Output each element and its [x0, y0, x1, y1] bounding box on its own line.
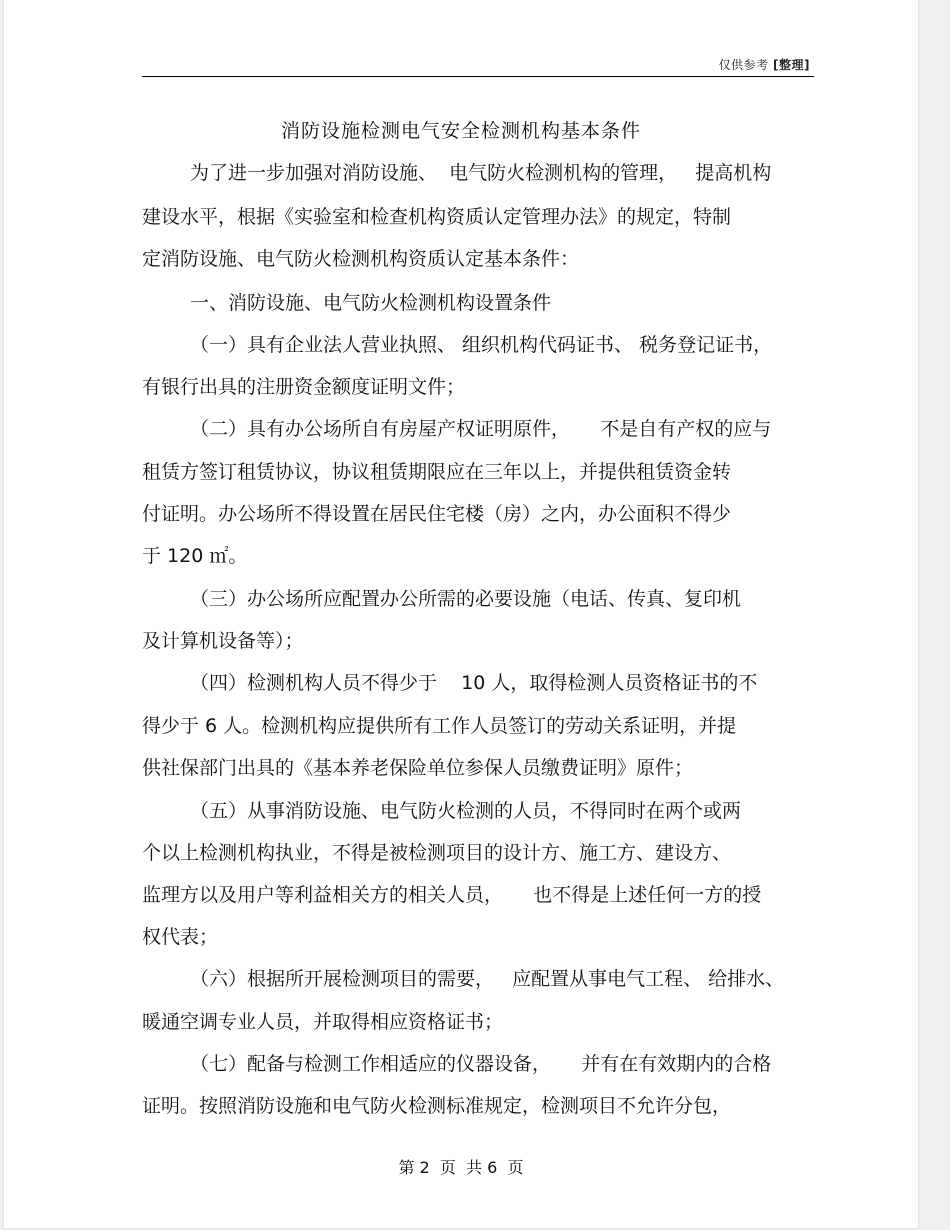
header-bracket: [整理] [773, 58, 810, 72]
header-divider [142, 76, 814, 77]
text-line: 于 120 ㎡。 [142, 545, 248, 567]
text-line: （二）具有办公场所自有房屋产权证明原件， 不是自有产权的应与 [190, 418, 772, 440]
text-line: 供社保部门出具的《基本养老保险单位参保人员缴费证明》原件； [142, 757, 694, 779]
page-number: 第 2 页 共 6 页 [398, 1158, 524, 1177]
header-note [719, 56, 810, 73]
text-line: 权代表； [142, 926, 219, 948]
text-line: （六）根据所开展检测项目的需要， 应配置从事电气工程、 给排水、 [190, 968, 785, 990]
text-line: （四）检测机构人员不得少于 10 人，取得检测人员资格证书的不 [190, 672, 758, 694]
text-line: 一、消防设施、电气防火检测机构设置条件 [190, 292, 552, 314]
text-line: 暖通空调专业人员，并取得相应资格证书； [142, 1011, 504, 1033]
document-page [4, 0, 918, 1228]
text-line: 付证明。办公场所不得设置在居民住宅楼（房）之内，办公面积不得少 [142, 503, 732, 525]
text-line: 为了进一步加强对消防设施、 电气防火检测机构的管理， 提高机构 [190, 162, 772, 184]
text-line: （七）配备与检测工作相适应的仪器设备， 并有在有效期内的合格 [190, 1053, 772, 1075]
text-line: 建设水平，根据《实验室和检查机构资质认定管理办法》的规定，特制 [142, 206, 732, 228]
text-line: 及计算机设备等）； [142, 630, 304, 652]
text-line: 证明。按照消防设施和电气防火检测标准规定，检测项目不允许分包， [142, 1095, 732, 1117]
text-line: （五）从事消防设施、电气防火检测的人员，不得同时在两个或两 [190, 800, 742, 822]
text-line: 得少于 6 人。检测机构应提供所有工作人员签订的劳动关系证明，并提 [142, 715, 737, 737]
text-line: 租赁方签订租赁协议，协议租赁期限应在三年以上，并提供租赁资金转 [142, 461, 732, 483]
text-line: 监理方以及用户等利益相关方的相关人员， 也不得是上述任何一方的授 [142, 884, 762, 906]
text-line: （一）具有企业法人营业执照、 组织机构代码证书、 税务登记证书， [190, 334, 773, 356]
text-line: 定消防设施、电气防火检测机构资质认定基本条件： [142, 248, 580, 270]
document-title: 消防设施检测电气安全检测机构基本条件 [280, 120, 641, 142]
text-line: 有银行出具的注册资金额度证明文件； [142, 376, 466, 398]
text-line: （三）办公场所应配置办公所需的必要设施（电话、传真、复印机 [190, 588, 742, 610]
text-line: 个以上检测机构执业，不得是被检测项目的设计方、施工方、建设方、 [142, 842, 732, 864]
header-label: 仅供参考 [718, 58, 769, 72]
